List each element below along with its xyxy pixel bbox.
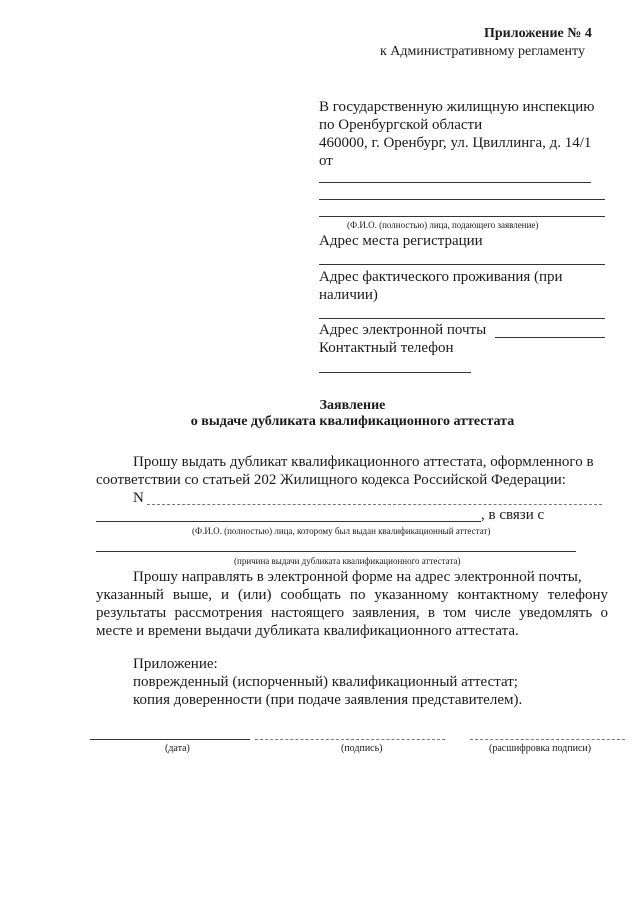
date-caption: (дата) <box>165 743 190 754</box>
document-title: Заявление <box>319 398 386 413</box>
holder-fio-caption: (Ф.И.О. (полностью) лица, которому был выдан квалификационный аттестат) <box>192 526 491 536</box>
email-label: Адрес электронной почты <box>319 322 487 338</box>
signature-decode-caption: (расшифровка подписи) <box>489 743 592 754</box>
addressee-from: от <box>319 153 333 169</box>
appendix-title: Приложение № 4 <box>484 26 592 41</box>
addressee-line-2: по Оренбургской области <box>319 117 483 133</box>
certificate-number-line <box>147 504 602 505</box>
applicant-fio-line-1 <box>319 182 591 183</box>
reason-caption: (причина выдачи дубликата квалификационного аттестата) <box>234 556 461 566</box>
actual-address-line <box>319 318 605 319</box>
phone-line <box>319 372 471 373</box>
applicant-fio-line-2 <box>319 199 605 200</box>
certificate-number-label: N <box>133 490 144 506</box>
attachment-item-1: поврежденный (испорченный) квалификационный аттестат; <box>133 674 518 690</box>
registration-address-line <box>319 264 605 265</box>
body-p1-line-2: соответствии со статьей 202 Жилищного кодекса Российской Федерации: <box>96 472 566 488</box>
email-line <box>495 337 605 338</box>
holder-fio-line <box>96 521 481 522</box>
body-p1-line-1: Прошу выдать дубликат квалификационного аттестата, оформленного в <box>133 454 594 470</box>
applicant-fio-caption: (Ф.И.О. (полностью) лица, подающего заявление) <box>347 220 539 230</box>
in-connection-label: , в связи с <box>481 507 545 523</box>
signature-decode-line <box>470 739 625 740</box>
attachments-heading: Приложение: <box>133 656 218 672</box>
body-p2-line-4: месте и времени выдачи дубликата квалификационного аттестата. <box>96 623 519 639</box>
document-subtitle: о выдаче дубликата квалификационного аттестата <box>190 414 515 429</box>
appendix-subtitle: к Административному регламенту <box>380 44 585 59</box>
date-line <box>90 739 250 740</box>
addressee-line-3: 460000, г. Оренбург, ул. Цвиллинга, д. 14/1 <box>319 135 592 151</box>
body-p2-line-2: указанный выше, и (или) сообщать по указанному контактному телефону <box>96 587 608 603</box>
actual-address-label-2: наличии) <box>319 287 378 303</box>
body-p2-line-1: Прошу направлять в электронной форме на адрес электронной почты, <box>133 569 582 585</box>
registration-address-label: Адрес места регистрации <box>319 233 483 249</box>
body-p2-line-3: результаты рассмотрения настоящего заявления, в том числе уведомлять о <box>96 605 608 621</box>
applicant-fio-line-3 <box>319 216 605 217</box>
actual-address-label-1: Адрес фактического проживания (при <box>319 269 563 285</box>
attachment-item-2: копия доверенности (при подаче заявления представителем). <box>133 692 523 708</box>
signature-caption: (подпись) <box>341 743 383 754</box>
addressee-line-1: В государственную жилищную инспекцию <box>319 99 595 115</box>
reason-line <box>96 551 576 552</box>
signature-line <box>255 739 445 740</box>
phone-label: Контактный телефон <box>319 340 454 356</box>
